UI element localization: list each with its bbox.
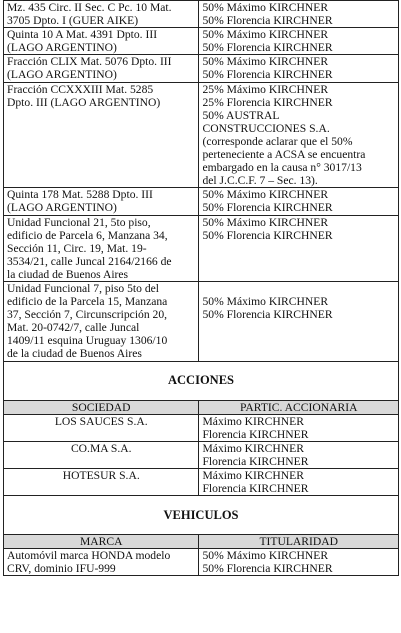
text-line: 3534/21, calle Juncal 2164/2166 de [7, 254, 172, 268]
text-line: Automóvil marca HONDA modelo [7, 549, 171, 563]
property-row [4, 1, 399, 28]
text-line: Máximo KIRCHNER [202, 414, 304, 428]
text-line: 50% AUSTRAL [202, 108, 280, 122]
text-line: (LAGO ARGENTINO) [7, 201, 117, 215]
text-line: 50% Florencia KIRCHNER [202, 228, 333, 242]
text-line: Máximo KIRCHNER [202, 469, 304, 482]
company-name: LOS SAUCES S.A. [4, 414, 199, 441]
company-holders [199, 441, 399, 468]
company-name: CO.MA S.A. [4, 441, 199, 468]
property-description [4, 1, 199, 28]
text-line: Fracción CCXXXIII Mat. 5285 [7, 82, 154, 96]
property-description [4, 281, 199, 361]
acciones-header-row [4, 400, 399, 414]
text-line: 37, Sección 7, Circunscripción 20, [7, 308, 168, 322]
company-holders [199, 469, 399, 496]
text-line: 50% Florencia KIRCHNER [202, 14, 333, 28]
text-line: Quinta 10 A Mat. 4391 Dpto. III [7, 28, 158, 42]
property-description [4, 82, 199, 188]
text-line: 1409/11 esquina Uruguay 1306/10 [7, 334, 168, 348]
text-line: 50% Florencia KIRCHNER [202, 68, 333, 82]
text-line: CRV, dominio IFU-999 [7, 562, 116, 576]
text-line: Dpto. III (LAGO ARGENTINO) [7, 95, 161, 109]
property-row [4, 82, 399, 188]
text-line: 50% Máximo KIRCHNER [202, 28, 329, 42]
property-row [4, 28, 399, 55]
text-line: de la ciudad de Buenos Aires [7, 347, 142, 361]
company-name: HOTESUR S.A. [4, 469, 199, 496]
text-line: Mat. 20-0742/7, calle Juncal [7, 321, 140, 335]
text-line: 50% Florencia KIRCHNER [202, 41, 333, 55]
text-line: 25% Florencia KIRCHNER [202, 95, 333, 109]
text-line: 50% Florencia KIRCHNER [202, 562, 333, 576]
acciones-row [4, 469, 399, 496]
text-line: (corresponde aclarar que el 50% [202, 134, 353, 148]
property-description [4, 215, 199, 281]
property-ownership [199, 281, 399, 361]
text-line: Máximo KIRCHNER [202, 441, 304, 455]
sociedad-header: SOCIEDAD [4, 400, 199, 414]
text-line: 50% Máximo KIRCHNER [202, 1, 329, 14]
marca-header: MARCA [4, 535, 199, 549]
titularidad-header: TITULARIDAD [199, 535, 399, 549]
text-line: 50% Florencia KIRCHNER [202, 201, 333, 215]
text-line: del J.C.C.F. 7 – Sec. 13). [202, 174, 318, 188]
properties-section [4, 1, 399, 362]
text-line: 50% Máximo KIRCHNER [202, 215, 329, 229]
property-row [4, 281, 399, 361]
property-ownership [199, 188, 399, 215]
text-line: Unidad Funcional 21, 5to piso, [7, 215, 151, 229]
text-line: edificio de la Parcela 15, Manzana [7, 295, 168, 309]
text-line: 50% Máximo KIRCHNER [202, 549, 329, 563]
text-line [202, 282, 395, 295]
vehiculos-title: VEHICULOS [4, 496, 399, 535]
property-description [4, 28, 199, 55]
property-description [4, 55, 199, 82]
property-ownership [199, 55, 399, 82]
property-ownership [199, 1, 399, 28]
acciones-row [4, 441, 399, 468]
text-line: CONSTRUCCIONES S.A. [202, 121, 330, 135]
text-line: 25% Máximo KIRCHNER [202, 82, 329, 96]
acciones-title-row [4, 361, 399, 400]
property-description [4, 188, 199, 215]
text-line: Fracción CLIX Mat. 5076 Dpto. III [7, 55, 172, 69]
text-line: 50% Máximo KIRCHNER [202, 55, 329, 69]
text-line: 50% Máximo KIRCHNER [202, 188, 329, 202]
text-line: Florencia KIRCHNER [202, 482, 309, 496]
company-holders [199, 414, 399, 441]
assets-table [3, 0, 399, 576]
vehiculos-header-row [4, 535, 399, 549]
text-line: perteneciente a ACSA se encuentra [202, 148, 366, 162]
vehiculos-rows [4, 549, 399, 576]
vehicle-ownership [199, 549, 399, 576]
partic-accionaria-header: PARTIC. ACCIONARIA [199, 400, 399, 414]
text-line: Sección 11, Circ. 19, Mat. 19- [7, 241, 147, 255]
text-line: Mz. 435 Circ. II Sec. C Pc. 10 Mat. [7, 1, 172, 14]
property-row [4, 55, 399, 82]
text-line: Quinta 178 Mat. 5288 Dpto. III [7, 188, 153, 202]
text-line: embargado en la causa n° 3017/13 [202, 161, 362, 175]
acciones-rows [4, 414, 399, 496]
property-ownership [199, 215, 399, 281]
acciones-section [4, 361, 399, 414]
acciones-title: ACCIONES [4, 361, 399, 400]
property-ownership [199, 82, 399, 188]
vehiculo-row [4, 549, 399, 576]
vehicle-brand [4, 549, 199, 576]
text-line: edificio de Parcela 6, Manzana 34, [7, 228, 168, 242]
text-line: Florencia KIRCHNER [202, 454, 309, 468]
text-line: la ciudad de Buenos Aires [7, 267, 129, 281]
text-line: (LAGO ARGENTINO) [7, 41, 117, 55]
text-line: 50% Máximo KIRCHNER [202, 295, 329, 309]
text-line: 50% Florencia KIRCHNER [202, 308, 333, 322]
acciones-row [4, 414, 399, 441]
property-row [4, 188, 399, 215]
text-line: 3705 Dpto. I (GUER AIKE) [7, 14, 139, 28]
vehiculos-title-row [4, 496, 399, 535]
text-line: (LAGO ARGENTINO) [7, 68, 117, 82]
text-line: Florencia KIRCHNER [202, 427, 309, 441]
property-row [4, 215, 399, 281]
property-ownership [199, 28, 399, 55]
vehiculos-section [4, 496, 399, 549]
text-line: Unidad Funcional 7, piso 5to del [7, 281, 159, 295]
